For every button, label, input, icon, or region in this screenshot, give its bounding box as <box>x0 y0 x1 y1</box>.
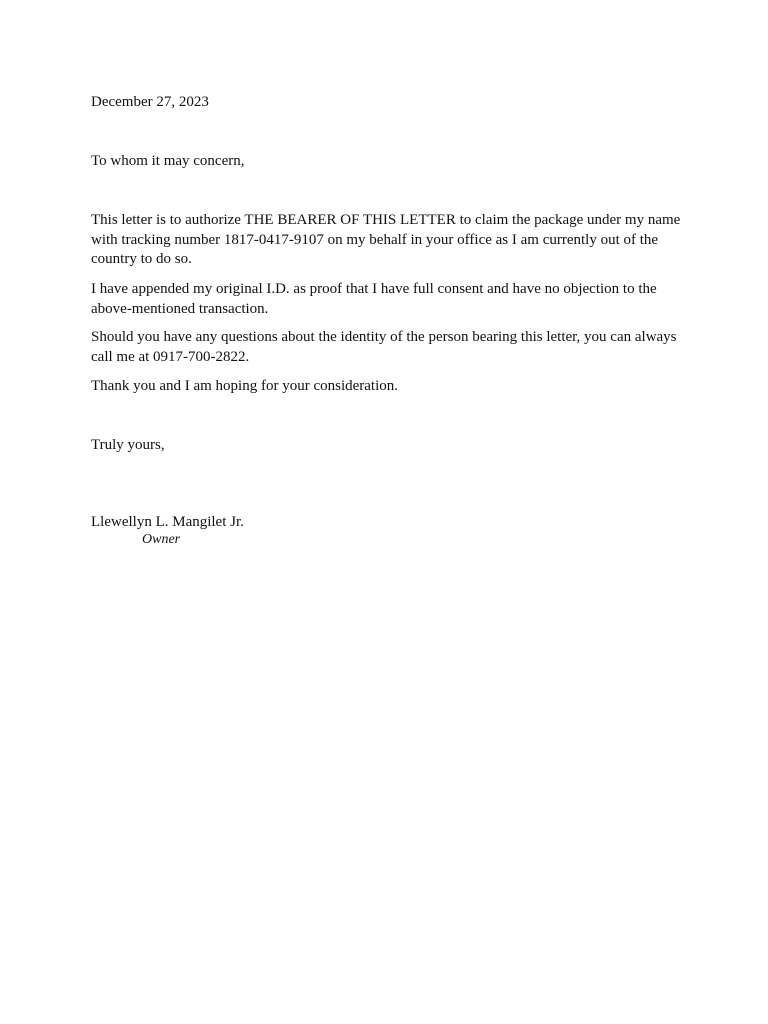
body-paragraph-contact: Should you have any questions about the identity of the person bearing this letter, you can always call me at 0917-700-2822. <box>91 329 677 365</box>
closing: Truly yours, <box>91 437 165 453</box>
body-paragraph-authorization: This letter is to authorize THE BEARER OF THIS LETTER to claim the package under my name with tracking number 1817-0417-9107 on my behalf in your office as I am currently out of the country to do so. <box>91 212 681 267</box>
signer-title: Owner <box>142 532 181 547</box>
body-paragraph-thanks: Thank you and I am hoping for your consideration. <box>91 378 399 394</box>
signer-name: Llewellyn L. Mangilet Jr. <box>91 514 244 530</box>
body-paragraph-id-proof: I have appended my original I.D. as proof that I have full consent and have no objection to the above-mentioned transaction. <box>91 281 657 317</box>
letter-date: December 27, 2023 <box>91 94 209 110</box>
salutation: To whom it may concern, <box>91 153 245 169</box>
